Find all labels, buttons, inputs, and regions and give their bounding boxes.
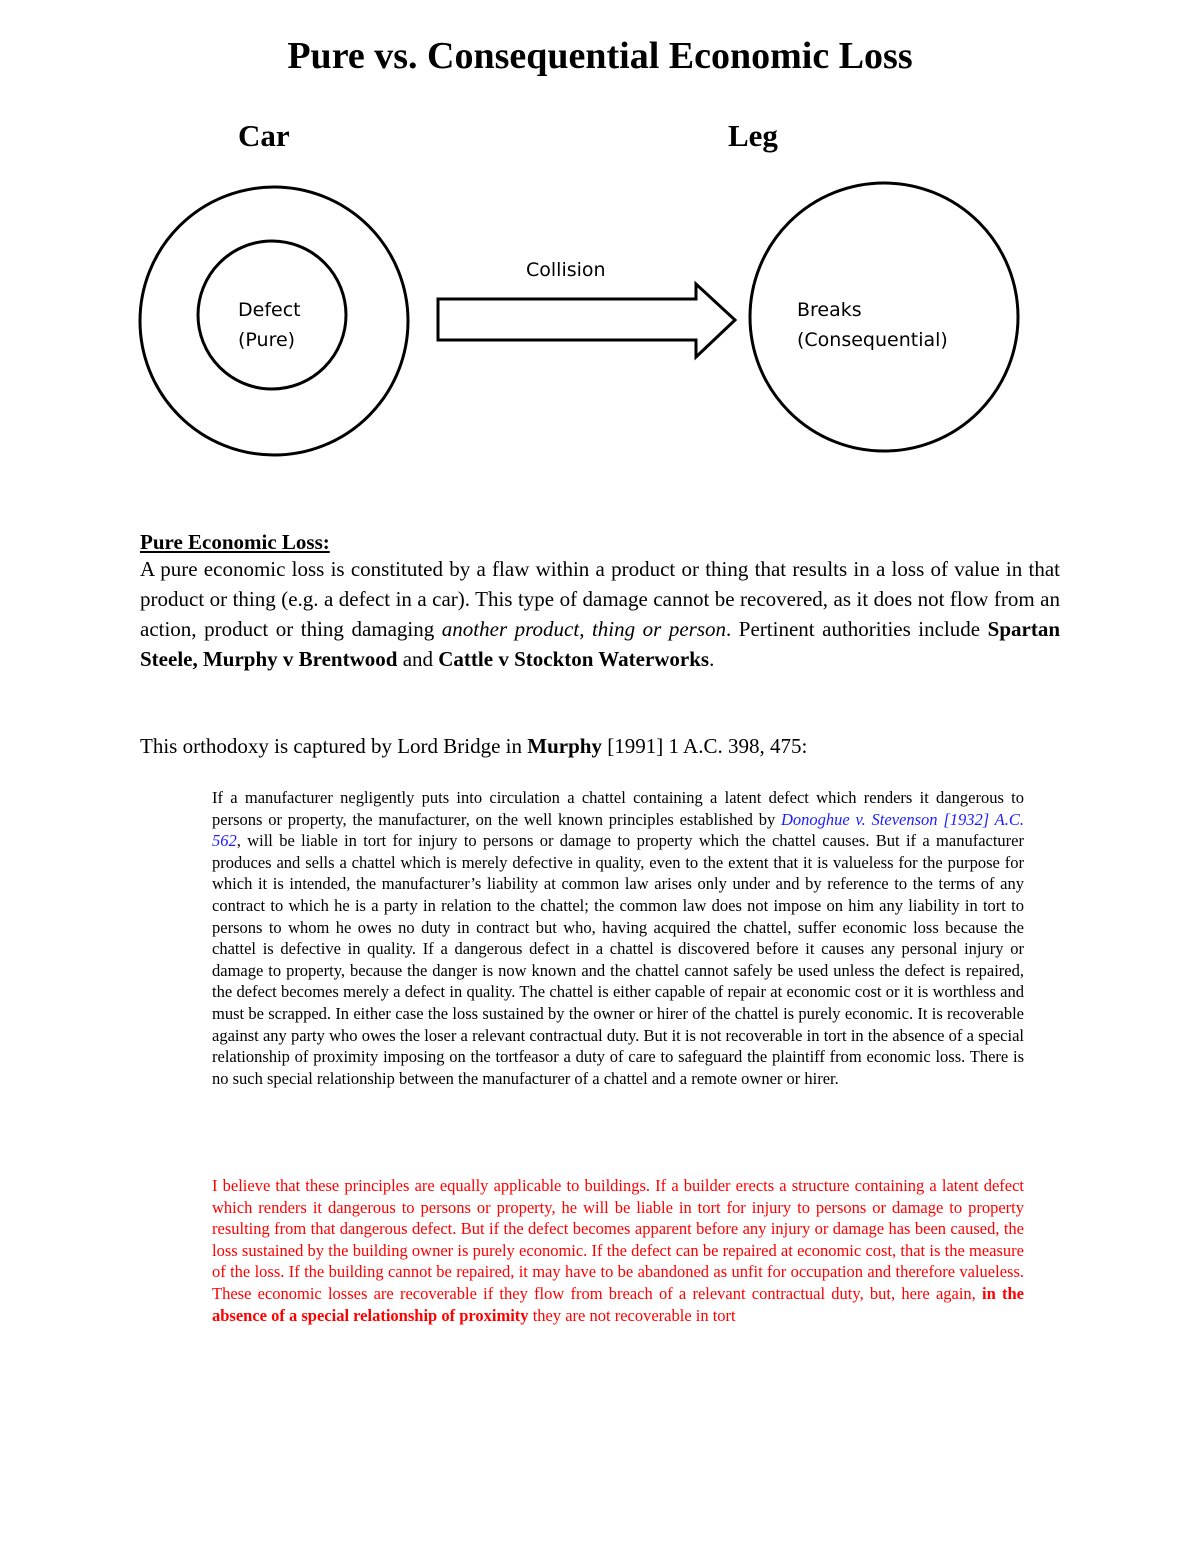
- quote-text: , will be liable in tort for injury to persons or damage to property which the chattel causes. But if a manufacturer produces and sells a chattel which is merely defective in quality, even to the extent that it is valueless for the purpose for which it is intended, the manufacturer’s liability at common law arises only under and by reference to the terms of any contract to which he is a party in relation to the chattel; the common law does not impose on him any liability in tort to persons to whom he owes no duty in contract but who, having acquired the chattel, suffer economic loss because the chattel is defective in quality. If a dangerous defect in a chattel is discovered before it causes any personal injury or damage to property, because the danger is now known and the chattel cannot safely be used unless the defect is repaired, the defect becomes merely a defect in quality. The chattel is either capable of repair at economic cost or it is worthless and must be scrapped. In either case the loss sustained by the owner or hirer of the chattel is purely economic. It is recoverable against any party who owes the loser a relevant contractual duty. But it is not recoverable in tort in the absence of a special relationship of proximity imposing on the tortfeasor a duty of care to safeguard the plaintiff from economic loss. There is no such special relationship between the manufacturer of a chattel and a remote owner or hirer.: [212, 831, 1024, 1088]
- quote-text: they are not recoverable in tort: [528, 1305, 736, 1325]
- pure-label: (Pure): [238, 329, 296, 351]
- paragraph-emphasis: another product, thing or person: [441, 617, 727, 641]
- breaks-label: Breaks: [797, 299, 862, 321]
- pure-economic-loss-paragraph: [140, 554, 1060, 674]
- donoghue-citation-link[interactable]: Donoghue v. Stevenson [1932] A.C. 562: [212, 809, 1024, 851]
- consequential-label: (Consequential): [797, 329, 948, 351]
- paragraph-text: and: [397, 647, 439, 671]
- diagram-label-car: Car: [238, 118, 290, 153]
- collision-label: Collision: [526, 259, 606, 281]
- murphy-quote-1: [212, 787, 1024, 1089]
- orthodoxy-paragraph: [140, 731, 1060, 761]
- diagram-label-leg: Leg: [728, 118, 778, 153]
- paragraph-text: .: [709, 647, 715, 671]
- collision-arrow: [438, 284, 735, 357]
- paragraph-text: [1991] 1 A.C. 398, 475:: [601, 734, 808, 758]
- loss-diagram: [0, 180, 1200, 480]
- leg-circle: [750, 183, 1018, 451]
- case-name: Spartan Steele, Murphy v Brentwood: [140, 617, 1061, 671]
- page-title: Pure vs. Consequential Economic Loss: [287, 35, 913, 77]
- quote-text: If a manufacturer negligently puts into circulation a chattel containing a latent defect which renders it dangerous to persons or property, the manufacturer, on the well known principles established by: [212, 788, 1024, 829]
- quote-text: I believe that these principles are equally applicable to buildings. If a builder erects a structure containing a latent defect which renders it dangerous to persons or property, he will be liable in tort for injury to persons or damage to property resulting from that dangerous defect. But if the defect becomes apparent before any injury or damage has been caused, the loss sustained by the building owner is purely economic. If the defect can be repaired at economic cost, that is the measure of the loss. If the building cannot be repaired, it may have to be abandoned as unfit for occupation and therefore valueless. These economic losses are recoverable if they flow from breach of a relevant contractual duty, but, here again,: [212, 1176, 1024, 1303]
- quote-emphasis: in the absence of a special relationship of proximity: [212, 1283, 1024, 1325]
- defect-label: Defect: [238, 299, 301, 321]
- paragraph-text: This orthodoxy is captured by Lord Bridge in: [140, 734, 528, 758]
- paragraph-text: . Pertinent authorities include: [726, 617, 988, 641]
- pure-economic-loss-heading: Pure Economic Loss:: [140, 530, 330, 554]
- murphy-quote-2: [212, 1175, 1024, 1326]
- paragraph-text: A pure economic loss is constituted by a flaw within a product or thing that results in a loss of value in that product or thing (e.g. a defect in a car). This type of damage cannot be recovered, as it does not flow from an action, product or thing damaging: [140, 557, 1060, 641]
- case-name: Murphy: [527, 734, 602, 758]
- car-outer-circle: [140, 187, 408, 455]
- case-name: Cattle v Stockton Waterworks: [438, 647, 710, 671]
